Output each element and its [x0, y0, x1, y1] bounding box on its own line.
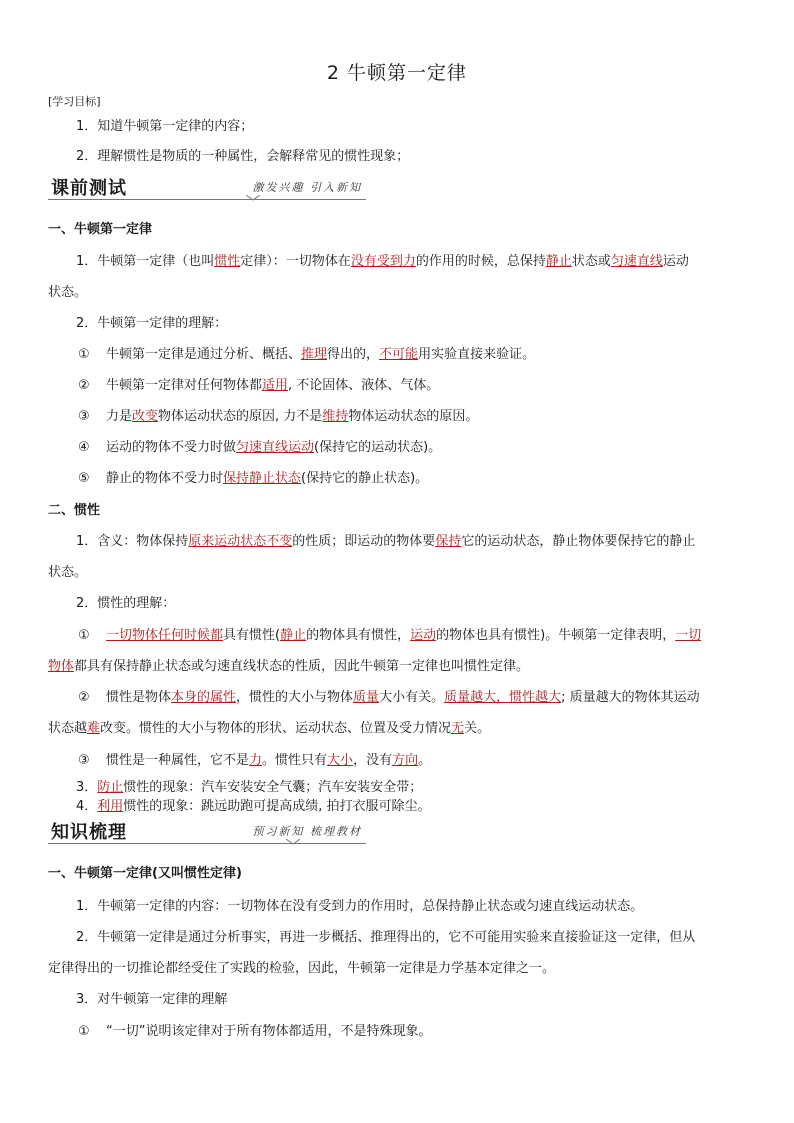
underlined-answer: 适用 — [262, 378, 289, 393]
list-item-cont — [48, 719, 490, 739]
list-item — [78, 376, 439, 396]
text-fragment: 用实验直接来验证。 — [418, 347, 536, 362]
text-fragment: 牛顿第一定律是通过分析、概括、 — [106, 347, 302, 362]
text-fragment: ⑤ — [78, 471, 90, 486]
text-fragment: ① — [78, 347, 90, 362]
underlined-answer: 物体 — [48, 659, 75, 674]
text-fragment: ④ — [78, 440, 90, 455]
text-fragment: 的作用的时候，总保持 — [415, 254, 546, 269]
text-fragment: “一切”说明该定律对于所有物体都适用，不是特殊现象。 — [106, 1024, 432, 1039]
text-fragment: 物体运动状态的原因。 — [348, 409, 479, 424]
text-fragment: ③ — [78, 409, 90, 424]
text-fragment: 状态越 — [48, 721, 88, 736]
text-fragment: 4． — [76, 799, 98, 814]
list-item — [78, 688, 700, 708]
text-fragment: (保持它的运动状态)。 — [314, 440, 442, 455]
underlined-answer: 本身的属性 — [171, 690, 237, 705]
section-banner-knowledge — [48, 818, 366, 844]
text-fragment: ② — [78, 378, 90, 393]
inertia-meaning-cont: 状态。 — [48, 565, 88, 580]
text-fragment: 牛顿第一定律对任何物体都 — [106, 378, 263, 393]
text-fragment: 关。 — [464, 721, 491, 736]
law-definition — [76, 252, 689, 272]
text-fragment: 都具有保持静止状态或匀速直线状态的性质，因此牛顿第一定律也叫惯性定律。 — [74, 659, 530, 674]
prevent-inertia-item — [76, 778, 422, 798]
part3-heading: 一、牛顿第一定律(又叫惯性定律) — [48, 866, 242, 881]
text-fragment: ; 质量越大的物体其运动 — [561, 690, 700, 705]
underlined-answer: 匀速直线 — [610, 254, 663, 269]
text-fragment: 的物体也具有惯性)。牛顿第一定律表明， — [436, 628, 676, 643]
underlined-answer: 改变 — [132, 409, 159, 424]
underlined-answer: 防止 — [97, 780, 124, 795]
part2-heading: 二、惯性 — [48, 503, 101, 518]
paragraph: 3．对牛顿第一定律的理解 — [76, 992, 228, 1007]
part1-heading: 一、牛顿第一定律 — [48, 222, 153, 237]
underlined-answer: 力 — [249, 753, 263, 768]
text-fragment: ① — [78, 1024, 90, 1039]
list-item — [78, 1022, 431, 1042]
text-fragment: ③ — [78, 753, 90, 768]
objectives-label: [学习目标] — [48, 95, 101, 108]
law-definition-cont: 状态。 — [48, 285, 88, 300]
underlined-answer: 静止 — [545, 254, 572, 269]
paragraph: 1．牛顿第一定律的内容：一切物体在没有受到力的作用时，总保持静止状态或匀速直线运动状态。 — [76, 899, 644, 914]
text-fragment: 1．牛顿第一定律（也叫 — [76, 254, 215, 269]
section-title: 课前测试 — [51, 178, 127, 199]
list-item — [78, 438, 441, 458]
understanding-label: 2．牛顿第一定律的理解： — [76, 316, 228, 331]
underlined-answer: 推理 — [301, 347, 328, 362]
text-fragment: 。惯性只有 — [262, 753, 328, 768]
text-fragment: 。 — [418, 753, 432, 768]
use-inertia-item — [76, 797, 431, 817]
underlined-answer: 利用 — [97, 799, 124, 814]
text-fragment: 状态或 — [571, 254, 611, 269]
text-fragment: 大小有关。 — [379, 690, 445, 705]
underlined-answer: 静止 — [280, 628, 307, 643]
list-item — [78, 407, 478, 427]
list-item — [78, 345, 535, 365]
list-item — [78, 469, 428, 489]
text-fragment: 的物体具有惯性， — [306, 628, 411, 643]
text-fragment: 运动 — [662, 254, 689, 269]
text-fragment: 3． — [76, 780, 98, 795]
underlined-answer: 大小 — [327, 753, 354, 768]
paragraph: 2．牛顿第一定律是通过分析事实，再进一步概括、推理得出的，它不可能用实验来直接验证这一定律，但从 — [76, 930, 696, 945]
text-fragment: 得出的， — [327, 347, 380, 362]
section-rule — [48, 843, 366, 844]
section-subtitle: 预习新知 梳理教材 — [252, 825, 362, 838]
text-fragment: (保持它的静止状态)。 — [301, 471, 429, 486]
objective-item: 2．理解惯性是物质的一种属性，会解释常见的惯性现象； — [76, 149, 410, 164]
underlined-answer: 难 — [87, 721, 101, 736]
paragraph-cont: 定律得出的一切推论都经受住了实践的检验，因此，牛顿第一定律是力学基本定律之一。 — [48, 961, 556, 976]
underlined-answer: 维持 — [322, 409, 349, 424]
underlined-answer: 惯性 — [214, 254, 241, 269]
text-fragment: 它的运动状态，静止物体要保持它的静止 — [461, 534, 696, 549]
rule-notch-icon — [246, 195, 260, 201]
underlined-answer: 没有受到力 — [350, 254, 416, 269]
text-fragment: 惯性的现象：汽车安装安全气囊；汽车安装安全带； — [123, 780, 423, 795]
underlined-answer: 无 — [451, 721, 465, 736]
text-fragment: 惯性是一种属性，它不是 — [106, 753, 250, 768]
text-fragment: 惯性的现象：跳远助跑可提高成绩, 拍打衣服可除尘。 — [123, 799, 431, 814]
list-item — [78, 626, 701, 646]
text-fragment: ，没有 — [353, 753, 393, 768]
text-fragment: 静止的物体不受力时 — [106, 471, 224, 486]
text-fragment: ，惯性的大小与物体 — [236, 690, 354, 705]
list-item — [78, 751, 431, 771]
section-title: 知识梳理 — [51, 822, 127, 843]
underlined-answer: 方向 — [392, 753, 419, 768]
underlined-answer: 质量 — [353, 690, 380, 705]
inertia-meaning — [76, 532, 695, 552]
text-fragment: 力是 — [106, 409, 133, 424]
text-fragment: 的性质；即运动的物体要 — [292, 534, 436, 549]
section-rule — [48, 199, 366, 200]
text-fragment: 运动的物体不受力时做 — [106, 440, 237, 455]
text-fragment: , 不论固体、液体、气体。 — [288, 378, 440, 393]
text-fragment: 改变。惯性的大小与物体的形状、运动状态、位置及受力情况 — [100, 721, 452, 736]
underlined-answer: 不可能 — [379, 347, 419, 362]
text-fragment: 惯性是物体 — [106, 690, 172, 705]
text-fragment: 定律）：一切物体在 — [240, 254, 351, 269]
underlined-answer: 一切物体任何时候都 — [106, 628, 224, 643]
text-fragment: 1．含义：物体保持 — [76, 534, 189, 549]
page-title: 2 牛顿第一定律 — [326, 62, 468, 84]
underlined-answer: 保持静止状态 — [223, 471, 302, 486]
underlined-answer: 一切 — [675, 628, 702, 643]
text-fragment: ② — [78, 690, 90, 705]
underlined-answer: 匀速直线运动 — [236, 440, 315, 455]
underlined-answer: 运动 — [410, 628, 437, 643]
text-fragment: 物体运动状态的原因, 力不是 — [158, 409, 323, 424]
objective-item: 1．知道牛顿第一定律的内容； — [76, 119, 254, 134]
list-item-cont — [48, 657, 529, 677]
underlined-answer: 原来运动状态不变 — [188, 534, 293, 549]
section-subtitle: 激发兴趣 引入新知 — [252, 181, 362, 194]
section-banner-pretest — [48, 174, 366, 200]
understanding-label: 2．惯性的理解： — [76, 596, 176, 611]
rule-notch-icon — [286, 839, 300, 845]
text-fragment: 具有惯性( — [223, 628, 281, 643]
underlined-answer: 质量越大，惯性越大 — [444, 690, 562, 705]
underlined-answer: 保持 — [435, 534, 462, 549]
text-fragment: ① — [78, 628, 90, 643]
